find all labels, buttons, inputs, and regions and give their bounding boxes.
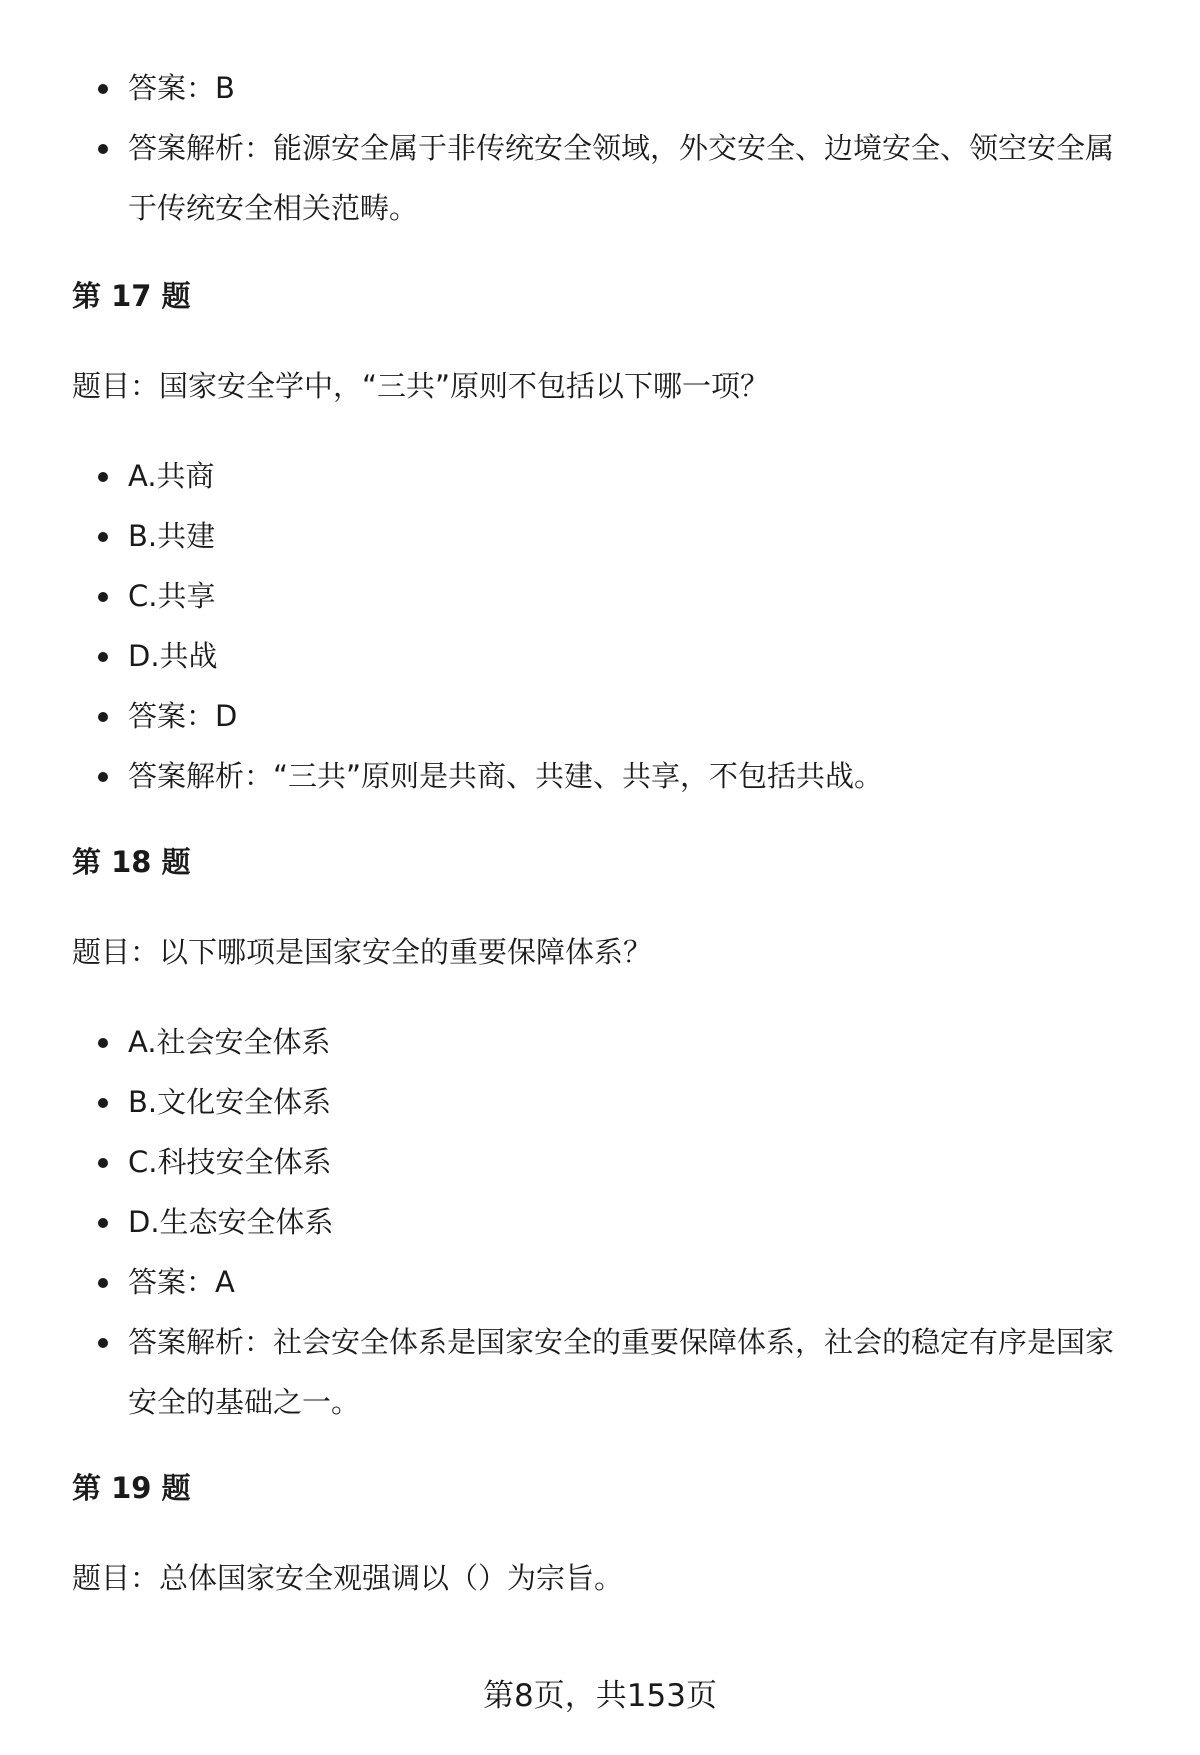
option-item: B.文化安全体系 <box>0 1072 1200 1132</box>
answer-item: 答案：D <box>0 686 1200 746</box>
question-options-list <box>0 446 1200 806</box>
question-stem: 题目：国家安全学中，“三共”原则不包括以下哪一项？ <box>72 369 770 403</box>
question-stem: 题目：总体国家安全观强调以（）为宗旨。 <box>72 1561 624 1595</box>
option-item: C.共享 <box>0 566 1200 626</box>
page-number-footer: 第8页，共153页 <box>483 1678 717 1714</box>
option-item: A.社会安全体系 <box>0 1012 1200 1072</box>
question-heading: 第 17 题 <box>72 279 191 313</box>
explanation-item: 答案解析：能源安全属于非传统安全领域，外交安全、边境安全、领空安全属于传统安全相关范畴。 <box>0 118 1200 238</box>
option-item: A.共商 <box>0 446 1200 506</box>
option-item: B.共建 <box>0 506 1200 566</box>
question-options-list <box>0 1012 1200 1432</box>
question-stem: 题目：以下哪项是国家安全的重要保障体系？ <box>72 935 653 969</box>
answer-item: 答案：B <box>0 58 1200 118</box>
option-item: D.生态安全体系 <box>0 1192 1200 1252</box>
option-item: C.科技安全体系 <box>0 1132 1200 1192</box>
explanation-item: 答案解析：“三共”原则是共商、共建、共享，不包括共战。 <box>0 746 1200 806</box>
option-item: D.共战 <box>0 626 1200 686</box>
question-heading: 第 18 题 <box>72 845 191 879</box>
prev-answer-list <box>0 58 1200 238</box>
answer-item: 答案：A <box>0 1252 1200 1312</box>
explanation-item: 答案解析：社会安全体系是国家安全的重要保障体系，社会的稳定有序是国家安全的基础之一。 <box>0 1312 1200 1432</box>
question-heading: 第 19 题 <box>72 1471 191 1505</box>
